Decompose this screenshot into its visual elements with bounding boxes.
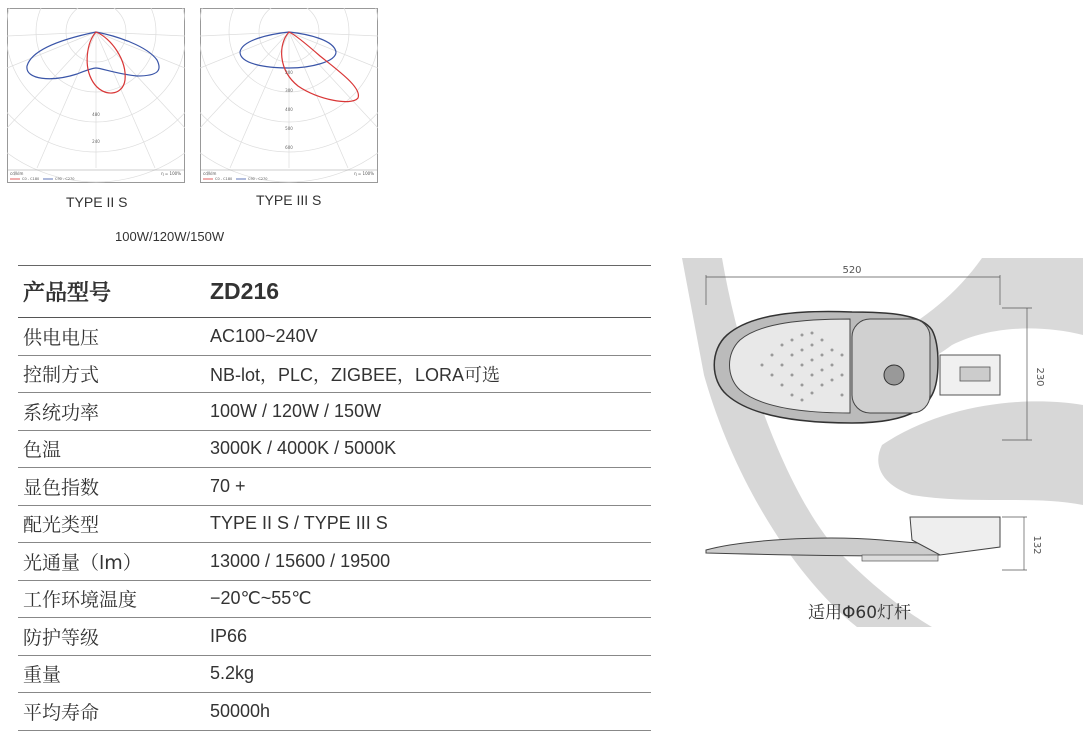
spec-row	[18, 393, 651, 431]
polar-chart-type-ii	[7, 8, 185, 183]
spec-row	[18, 356, 651, 394]
spec-row	[18, 693, 651, 731]
spec-value: TYPE II S / TYPE III S	[210, 513, 388, 534]
efficiency-label: η = 100%	[161, 171, 181, 176]
pole-caption: 适用Φ60灯杆	[808, 603, 912, 623]
spec-key: 配光类型	[23, 514, 100, 537]
spec-row	[18, 656, 651, 694]
dim-length: 520	[842, 265, 862, 276]
polar-chart-type-iii	[200, 8, 378, 183]
spec-key: 系统功率	[23, 401, 100, 424]
ring-label: 480	[92, 112, 100, 117]
spec-key: 产品型号	[23, 281, 112, 306]
spec-row	[18, 468, 651, 506]
spec-key: 平均寿命	[23, 701, 100, 724]
legend-c90: C90 - C270	[248, 177, 268, 181]
background-swoosh	[878, 401, 1083, 505]
spec-row	[18, 543, 651, 581]
ring-label: 500	[285, 126, 293, 131]
spec-key: 光通量（lm）	[23, 551, 142, 574]
spec-value: AC100~240V	[210, 325, 318, 346]
spec-value: 3000K / 4000K / 5000K	[210, 438, 397, 459]
spec-value: 50000h	[210, 700, 271, 721]
spec-key: 控制方式	[23, 364, 100, 387]
spec-value: ZD216	[210, 278, 280, 304]
spec-table	[18, 265, 651, 731]
caption-type-iii: TYPE III S	[256, 192, 322, 208]
spec-key: 显色指数	[23, 476, 100, 499]
spec-value: 100W / 120W / 150W	[210, 400, 382, 421]
ring-label: 400	[285, 107, 293, 112]
spec-key: 防护等级	[23, 626, 100, 649]
caption-type-ii: TYPE II S	[66, 194, 128, 210]
ring-label: 600	[285, 145, 293, 150]
spec-row	[18, 581, 651, 619]
spec-key: 色温	[23, 439, 62, 462]
spec-row	[18, 618, 651, 656]
ring-label: 240	[92, 139, 100, 144]
spec-key: 工作环境温度	[23, 589, 138, 612]
spec-value: 13000 / 15600 / 19500	[210, 550, 391, 571]
spec-value: −20℃~55℃	[210, 588, 312, 609]
legend-unit: cd/klm	[203, 171, 217, 176]
ring-label: 200	[285, 70, 293, 75]
spec-row-model	[18, 266, 651, 318]
spec-row	[18, 318, 651, 356]
legend-c90: C90 - C270	[55, 177, 75, 181]
spec-key: 供电电压	[23, 326, 100, 349]
efficiency-label: η = 100%	[354, 171, 374, 176]
ring-label: 300	[285, 88, 293, 93]
dim-width: 230	[1034, 367, 1045, 387]
spec-key: 重量	[23, 664, 62, 687]
power-caption: 100W/120W/150W	[115, 229, 225, 244]
lamp-side-view	[706, 517, 1000, 561]
dim-height: 132	[1031, 535, 1042, 555]
legend-c0: C0 - C180	[215, 177, 233, 181]
spec-value: NB-lot，PLC，ZIGBEE，LORA可选	[210, 364, 501, 385]
spec-value: IP66	[210, 625, 248, 646]
legend-c0: C0 - C180	[22, 177, 40, 181]
spec-value: 5.2kg	[210, 663, 255, 684]
spec-value: 70 +	[210, 475, 246, 496]
spec-row	[18, 431, 651, 469]
legend-unit: cd/klm	[10, 171, 24, 176]
spec-row	[18, 506, 651, 544]
dimension-drawing	[682, 255, 1083, 627]
